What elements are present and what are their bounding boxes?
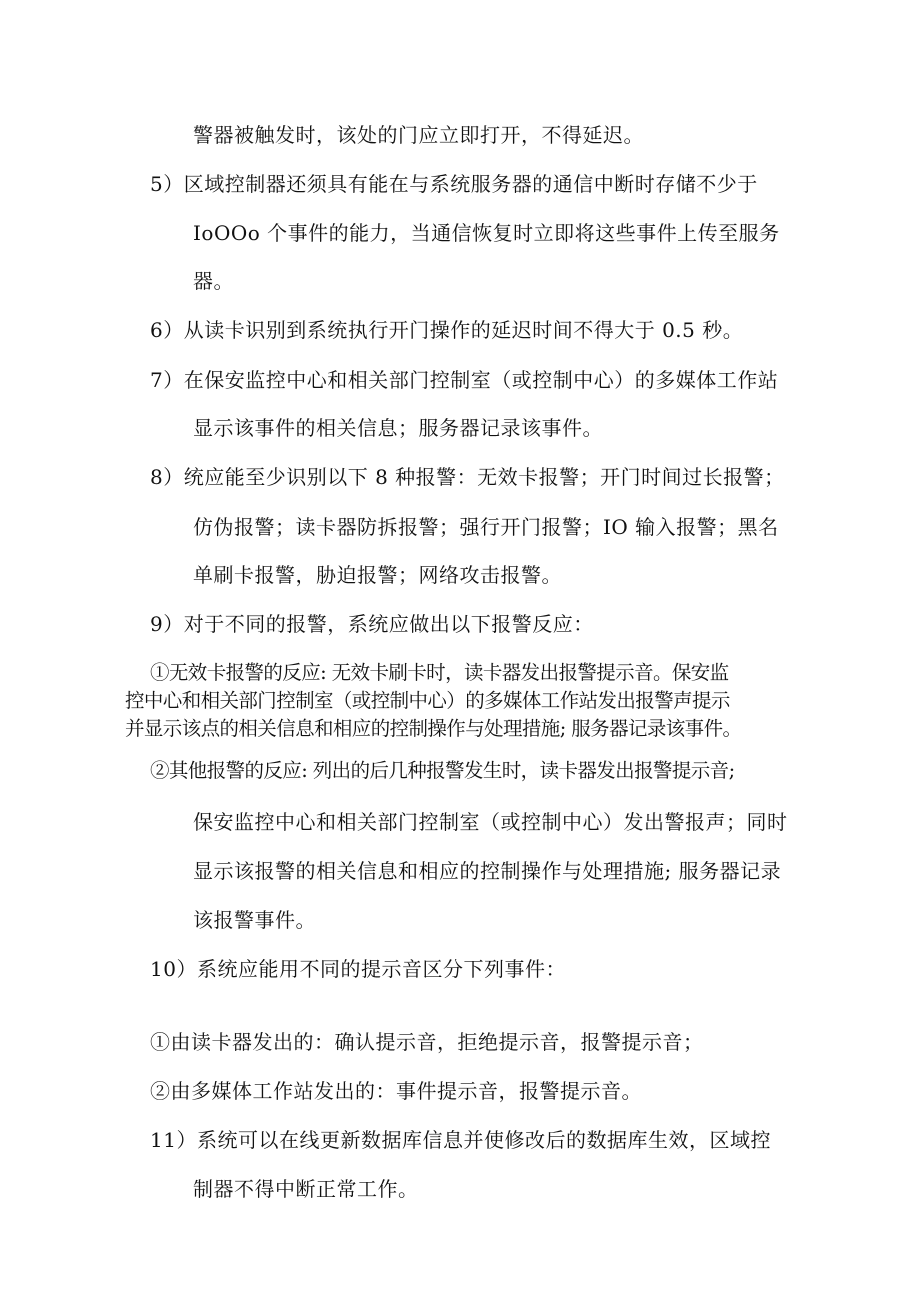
text-line: 控中心和相关部门控制室（或控制中心）的多媒体工作站发出报警声提示 bbox=[125, 689, 730, 712]
text-line: 10）系统应能用不同的提示音区分下列事件： bbox=[150, 957, 566, 981]
text-line: 6）从读卡识别到系统执行开门操作的延迟时间不得大于 0.5 秒。 bbox=[150, 318, 744, 342]
text-line: 7）在保安监控中心和相关部门控制室（或控制中心）的多媒体工作站 bbox=[150, 368, 779, 392]
text-line: 显示该事件的相关信息；服务器记录该事件。 bbox=[193, 416, 603, 440]
text-line: IoOOo 个事件的能力，当通信恢复时立即将这些事件上传至服务 bbox=[193, 221, 780, 245]
text-line: 警器被触发时，该处的门应立即打开，不得延迟。 bbox=[193, 123, 644, 147]
text-line: 并显示该点的相关信息和相应的控制操作与处理措施; 服务器记录该事件。 bbox=[125, 717, 742, 740]
text-line: 8）统应能至少识别以下 8 种报警：无效卡报警；开门时间过长报警； bbox=[150, 465, 785, 489]
text-line: 该报警事件。 bbox=[193, 908, 316, 932]
text-line: ①由读卡器发出的：确认提示音，拒绝提示音，报警提示音； bbox=[150, 1030, 704, 1054]
text-line: ②由多媒体工作站发出的：事件提示音，报警提示音。 bbox=[150, 1079, 642, 1103]
text-line: 11）系统可以在线更新数据库信息并使修改后的数据库生效，区域控 bbox=[150, 1128, 771, 1152]
text-line: 9）对于不同的报警，系统应做出以下报警反应： bbox=[150, 612, 594, 636]
text-line: 5）区域控制器还须具有能在与系统服务器的通信中断时存储不少于 bbox=[150, 172, 758, 196]
text-line: 器。 bbox=[193, 269, 234, 293]
text-line: ②其他报警的反应: 列出的后几种报警发生时，读卡器发出报警提示音; bbox=[150, 759, 735, 782]
text-line: ①无效卡报警的反应: 无效卡刷卡时，读卡器发出报警提示音。保安监 bbox=[150, 661, 729, 684]
text-line: 显示该报警的相关信息和相应的控制操作与处理措施; 服务器记录 bbox=[193, 859, 782, 883]
text-line: 制器不得中断正常工作。 bbox=[193, 1177, 419, 1201]
text-line: 保安监控中心和相关部门控制室（或控制中心）发出警报声；同时 bbox=[193, 810, 788, 834]
text-line: 仿伪报警；读卡器防拆报警；强行开门报警；IO 输入报警；黑名 bbox=[193, 515, 779, 539]
text-line: 单刷卡报警，胁迫报警；网络攻击报警。 bbox=[193, 563, 562, 587]
